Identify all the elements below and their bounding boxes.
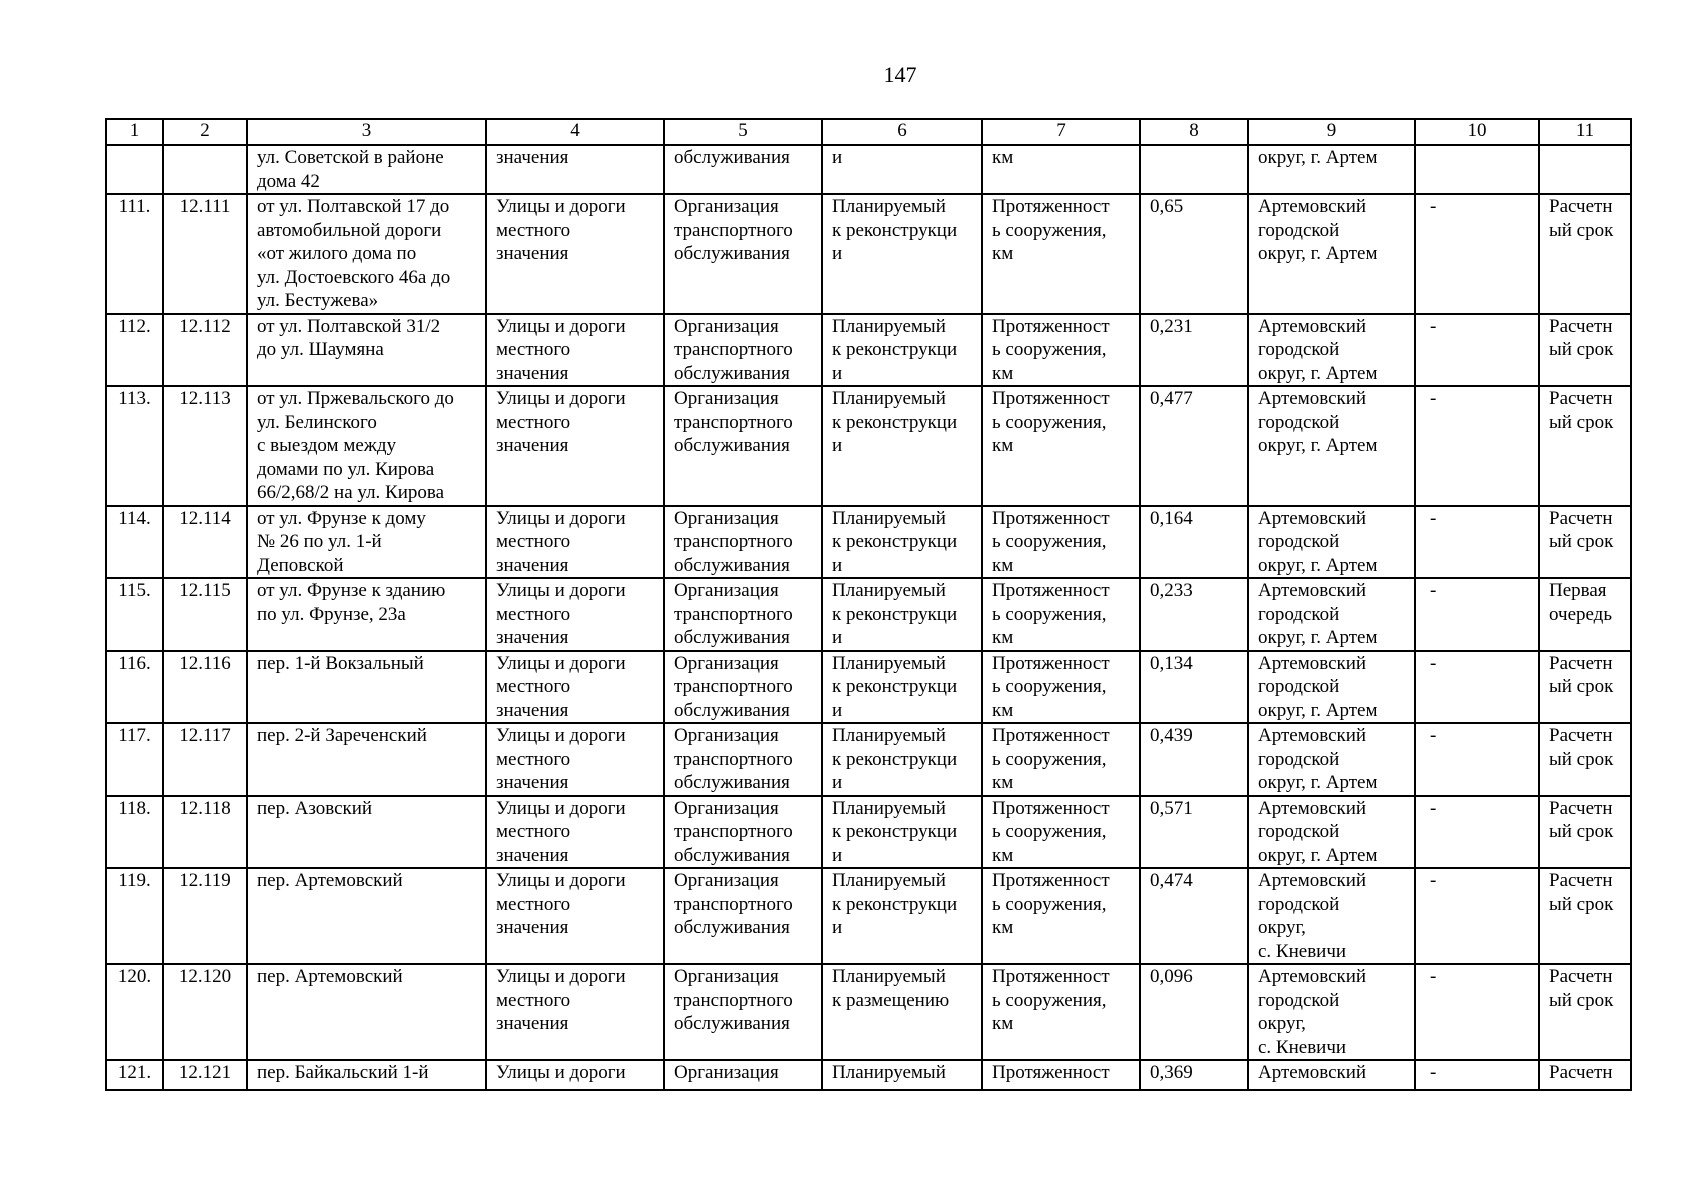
zone-cell	[1415, 145, 1539, 194]
parameter-cell: км	[982, 145, 1140, 194]
row-number-cell: 117.	[106, 723, 163, 796]
table-row	[106, 796, 1631, 869]
value-cell: 0,231	[1140, 314, 1248, 387]
table-row	[106, 314, 1631, 387]
parameter-cell: Протяженност ь сооружения, км	[982, 314, 1140, 387]
status-cell: Планируемый к реконструкци и	[822, 723, 982, 796]
category-cell: Улицы и дороги	[486, 1060, 664, 1090]
column-number: 8	[1140, 119, 1248, 145]
parameter-cell: Протяженност ь сооружения, км	[982, 723, 1140, 796]
category-cell: Улицы и дороги местного значения	[486, 314, 664, 387]
table-row	[106, 651, 1631, 724]
status-cell: Планируемый к размещению	[822, 964, 982, 1060]
term-cell: Расчетн ый срок	[1539, 964, 1631, 1060]
location-cell: Артемовский городской округ, г. Артем	[1248, 386, 1415, 506]
term-cell	[1539, 145, 1631, 194]
column-number: 10	[1415, 119, 1539, 145]
category-cell: Улицы и дороги местного значения	[486, 796, 664, 869]
object-name-cell: пер. 1-й Вокзальный	[247, 651, 486, 724]
category-cell: Улицы и дороги местного значения	[486, 386, 664, 506]
object-name-cell: пер. Артемовский	[247, 964, 486, 1060]
parameter-cell: Протяженност	[982, 1060, 1140, 1090]
category-cell: значения	[486, 145, 664, 194]
term-cell: Расчетн ый срок	[1539, 651, 1631, 724]
column-number: 9	[1248, 119, 1415, 145]
status-cell: Планируемый к реконструкци и	[822, 796, 982, 869]
table-row	[106, 868, 1631, 964]
code-cell: 12.119	[163, 868, 247, 964]
term-cell: Расчетн ый срок	[1539, 386, 1631, 506]
register-table	[105, 118, 1632, 1091]
value-cell: 0,164	[1140, 506, 1248, 579]
location-cell: Артемовский городской округ, г. Артем	[1248, 651, 1415, 724]
table-row	[106, 1060, 1631, 1090]
zone-cell: -	[1415, 506, 1539, 579]
status-cell: Планируемый к реконструкци и	[822, 314, 982, 387]
table-row	[106, 194, 1631, 314]
zone-cell: -	[1415, 651, 1539, 724]
column-number: 5	[664, 119, 822, 145]
row-number-cell: 116.	[106, 651, 163, 724]
code-cell: 12.116	[163, 651, 247, 724]
purpose-cell: Организация	[664, 1060, 822, 1090]
location-cell: Артемовский городской округ, с. Кневичи	[1248, 964, 1415, 1060]
value-cell: 0,474	[1140, 868, 1248, 964]
zone-cell: -	[1415, 723, 1539, 796]
zone-cell: -	[1415, 868, 1539, 964]
row-number-cell	[106, 145, 163, 194]
location-cell: Артемовский	[1248, 1060, 1415, 1090]
category-cell: Улицы и дороги местного значения	[486, 651, 664, 724]
object-name-cell: от ул. Полтавской 31/2 до ул. Шаумяна	[247, 314, 486, 387]
location-cell: Артемовский городской округ, г. Артем	[1248, 314, 1415, 387]
column-number: 2	[163, 119, 247, 145]
parameter-cell: Протяженност ь сооружения, км	[982, 578, 1140, 651]
value-cell: 0,65	[1140, 194, 1248, 314]
purpose-cell: Организация транспортного обслуживания	[664, 723, 822, 796]
zone-cell: -	[1415, 578, 1539, 651]
code-cell: 12.112	[163, 314, 247, 387]
location-cell: округ, г. Артем	[1248, 145, 1415, 194]
status-cell: и	[822, 145, 982, 194]
category-cell: Улицы и дороги местного значения	[486, 578, 664, 651]
parameter-cell: Протяженност ь сооружения, км	[982, 868, 1140, 964]
location-cell: Артемовский городской округ, г. Артем	[1248, 796, 1415, 869]
term-cell: Расчетн	[1539, 1060, 1631, 1090]
page-number: 147	[883, 62, 917, 87]
location-cell: Артемовский городской округ, г. Артем	[1248, 578, 1415, 651]
purpose-cell: Организация транспортного обслуживания	[664, 578, 822, 651]
zone-cell: -	[1415, 386, 1539, 506]
category-cell: Улицы и дороги местного значения	[486, 868, 664, 964]
object-name-cell: от ул. Фрунзе к зданию по ул. Фрунзе, 23а	[247, 578, 486, 651]
object-name-cell: пер. 2-й Зареченский	[247, 723, 486, 796]
term-cell: Первая очередь	[1539, 578, 1631, 651]
code-cell: 12.120	[163, 964, 247, 1060]
value-cell: 0,571	[1140, 796, 1248, 869]
column-number: 3	[247, 119, 486, 145]
purpose-cell: Организация транспортного обслуживания	[664, 868, 822, 964]
row-number-cell: 118.	[106, 796, 163, 869]
code-cell: 12.115	[163, 578, 247, 651]
object-name-cell: от ул. Пржевальского до ул. Белинского с выездом между домами по ул. Кирова 66/2,68/2 на ул. Кирова	[247, 386, 486, 506]
parameter-cell: Протяженност ь сооружения, км	[982, 506, 1140, 579]
row-number-cell: 111.	[106, 194, 163, 314]
zone-cell: -	[1415, 314, 1539, 387]
status-cell: Планируемый к реконструкци и	[822, 868, 982, 964]
purpose-cell: Организация транспортного обслуживания	[664, 796, 822, 869]
status-cell: Планируемый к реконструкци и	[822, 578, 982, 651]
column-number: 1	[106, 119, 163, 145]
row-number-cell: 113.	[106, 386, 163, 506]
parameter-cell: Протяженност ь сооружения, км	[982, 964, 1140, 1060]
table-row	[106, 386, 1631, 506]
parameter-cell: Протяженност ь сооружения, км	[982, 796, 1140, 869]
term-cell: Расчетн ый срок	[1539, 796, 1631, 869]
value-cell: 0,096	[1140, 964, 1248, 1060]
term-cell: Расчетн ый срок	[1539, 314, 1631, 387]
value-cell: 0,233	[1140, 578, 1248, 651]
table-row	[106, 506, 1631, 579]
parameter-cell: Протяженност ь сооружения, км	[982, 651, 1140, 724]
row-number-cell: 114.	[106, 506, 163, 579]
category-cell: Улицы и дороги местного значения	[486, 506, 664, 579]
column-number: 7	[982, 119, 1140, 145]
status-cell: Планируемый к реконструкци и	[822, 651, 982, 724]
value-cell: 0,134	[1140, 651, 1248, 724]
object-name-cell: пер. Байкальский 1-й	[247, 1060, 486, 1090]
location-cell: Артемовский городской округ, г. Артем	[1248, 194, 1415, 314]
code-cell: 12.113	[163, 386, 247, 506]
category-cell: Улицы и дороги местного значения	[486, 194, 664, 314]
term-cell: Расчетн ый срок	[1539, 868, 1631, 964]
value-cell: 0,369	[1140, 1060, 1248, 1090]
purpose-cell: Организация транспортного обслуживания	[664, 651, 822, 724]
row-number-cell: 115.	[106, 578, 163, 651]
column-number: 4	[486, 119, 664, 145]
category-cell: Улицы и дороги местного значения	[486, 723, 664, 796]
code-cell	[163, 145, 247, 194]
value-cell: 0,477	[1140, 386, 1248, 506]
status-cell: Планируемый к реконструкци и	[822, 506, 982, 579]
row-number-cell: 120.	[106, 964, 163, 1060]
row-number-cell: 112.	[106, 314, 163, 387]
term-cell: Расчетн ый срок	[1539, 723, 1631, 796]
location-cell: Артемовский городской округ, г. Артем	[1248, 723, 1415, 796]
category-cell: Улицы и дороги местного значения	[486, 964, 664, 1060]
object-name-cell: ул. Советской в районе дома 42	[247, 145, 486, 194]
term-cell: Расчетн ый срок	[1539, 194, 1631, 314]
table-row	[106, 578, 1631, 651]
column-number-row	[106, 119, 1631, 145]
zone-cell: -	[1415, 964, 1539, 1060]
row-number-cell: 121.	[106, 1060, 163, 1090]
purpose-cell: Организация транспортного обслуживания	[664, 386, 822, 506]
code-cell: 12.114	[163, 506, 247, 579]
location-cell: Артемовский городской округ, г. Артем	[1248, 506, 1415, 579]
value-cell: 0,439	[1140, 723, 1248, 796]
object-name-cell: от ул. Полтавской 17 до автомобильной дороги «от жилого дома по ул. Достоевского 46а до ул. Бестужева»	[247, 194, 486, 314]
code-cell: 12.121	[163, 1060, 247, 1090]
purpose-cell: Организация транспортного обслуживания	[664, 964, 822, 1060]
status-cell: Планируемый к реконструкци и	[822, 194, 982, 314]
object-name-cell: пер. Азовский	[247, 796, 486, 869]
object-name-cell: пер. Артемовский	[247, 868, 486, 964]
parameter-cell: Протяженност ь сооружения, км	[982, 194, 1140, 314]
status-cell: Планируемый к реконструкци и	[822, 386, 982, 506]
zone-cell: -	[1415, 1060, 1539, 1090]
table-row	[106, 723, 1631, 796]
column-number: 6	[822, 119, 982, 145]
status-cell: Планируемый	[822, 1060, 982, 1090]
column-number: 11	[1539, 119, 1631, 145]
table-body	[106, 119, 1631, 1090]
purpose-cell: Организация транспортного обслуживания	[664, 194, 822, 314]
purpose-cell: обслуживания	[664, 145, 822, 194]
table-row	[106, 964, 1631, 1060]
value-cell	[1140, 145, 1248, 194]
code-cell: 12.117	[163, 723, 247, 796]
term-cell: Расчетн ый срок	[1539, 506, 1631, 579]
code-cell: 12.111	[163, 194, 247, 314]
location-cell: Артемовский городской округ, с. Кневичи	[1248, 868, 1415, 964]
row-number-cell: 119.	[106, 868, 163, 964]
zone-cell: -	[1415, 796, 1539, 869]
purpose-cell: Организация транспортного обслуживания	[664, 506, 822, 579]
zone-cell: -	[1415, 194, 1539, 314]
table-row	[106, 145, 1631, 194]
object-name-cell: от ул. Фрунзе к дому № 26 по ул. 1-й Деповской	[247, 506, 486, 579]
parameter-cell: Протяженност ь сооружения, км	[982, 386, 1140, 506]
purpose-cell: Организация транспортного обслуживания	[664, 314, 822, 387]
code-cell: 12.118	[163, 796, 247, 869]
